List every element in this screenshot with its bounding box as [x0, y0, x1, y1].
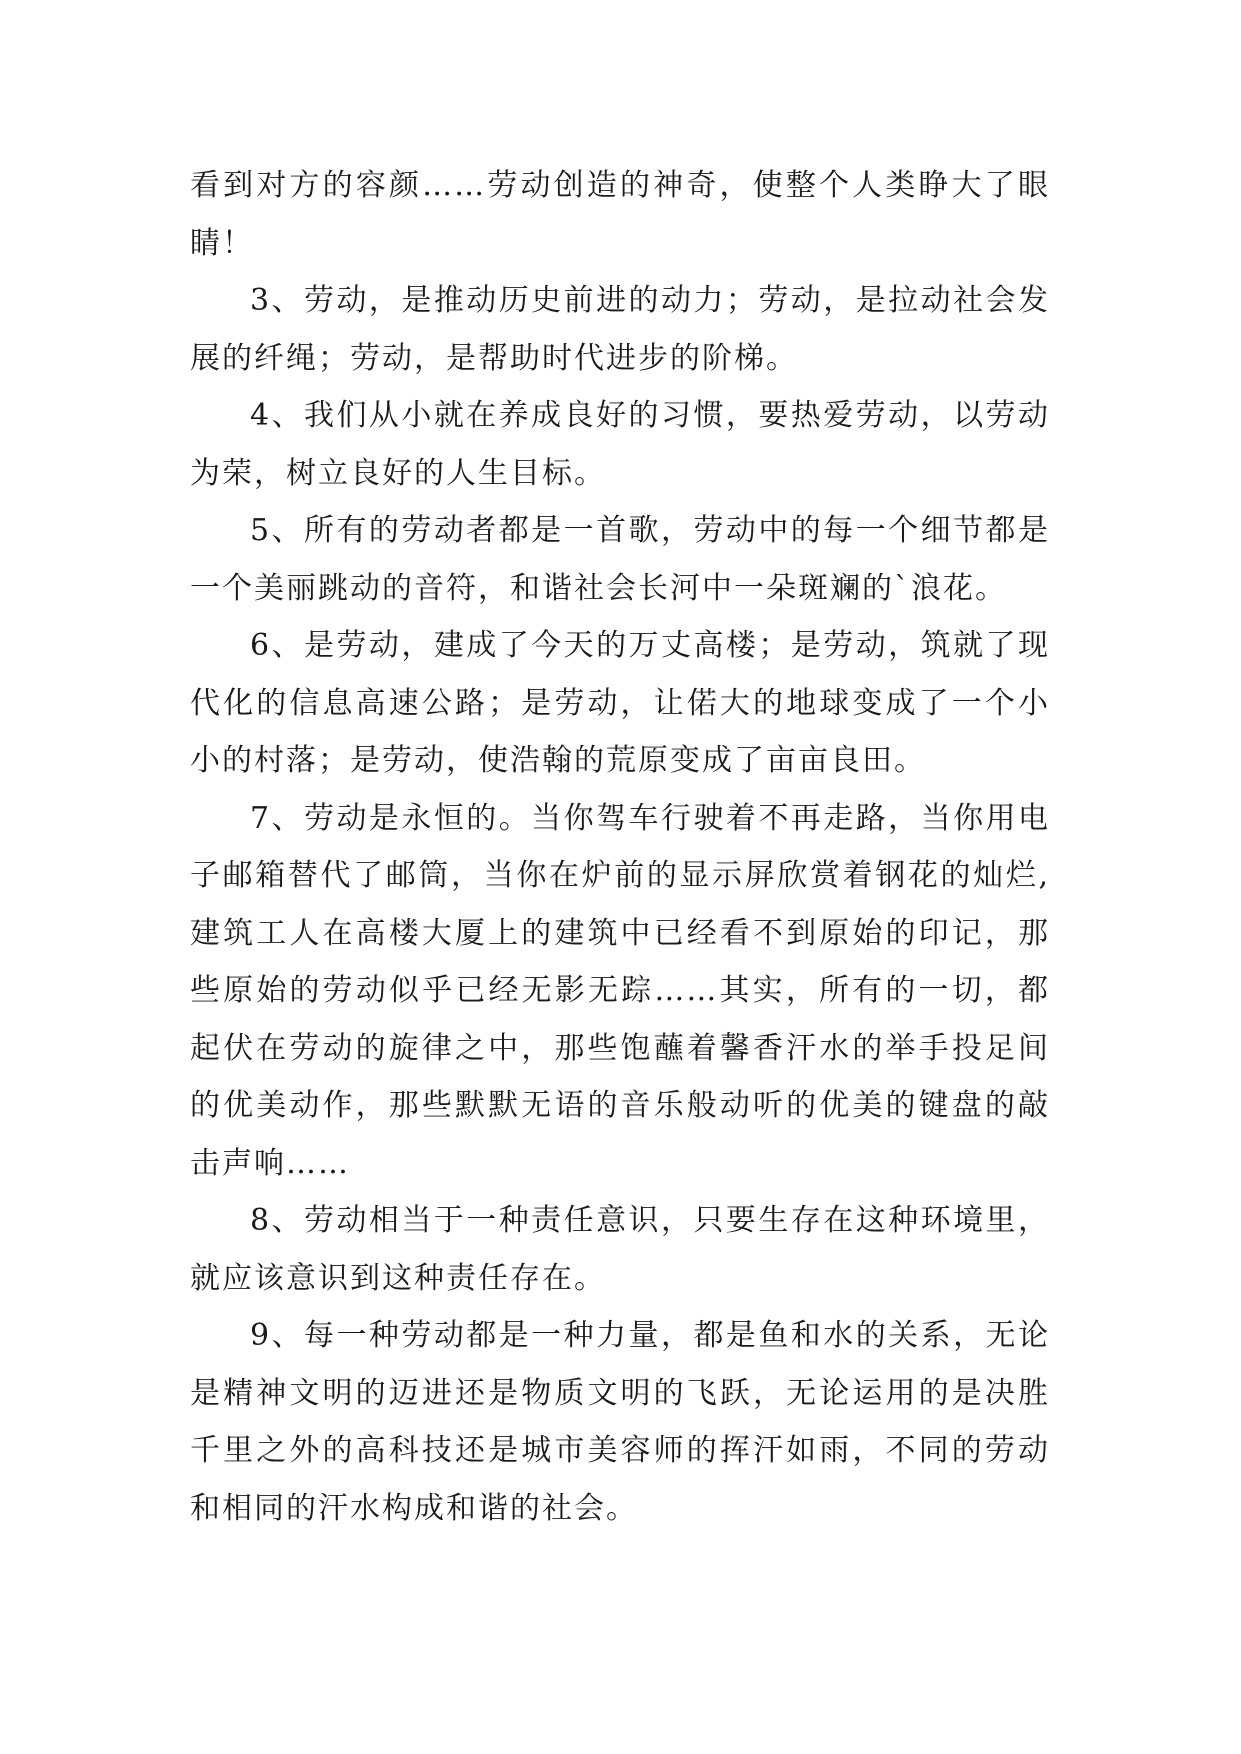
paragraph-item-6: 6、是劳动，建成了今天的万丈高楼；是劳动，筑就了现代化的信息高速公路；是劳动，让偌大的地球变成了一个小小的村落；是劳动，使浩翰的荒原变成了亩亩良田。	[190, 628, 1050, 778]
paragraph-item-4: 4、我们从小就在养成良好的习惯，要热爱劳动，以劳动为荣，树立良好的人生目标。	[190, 398, 1050, 491]
document-body	[190, 157, 1050, 1537]
paragraph-item-7: 7、劳动是永恒的。当你驾车行驶着不再走路，当你用电子邮箱替代了邮筒，当你在炉前的显示屏欣赏着钢花的灿烂,建筑工人在高楼大厦上的建筑中已经看不到原始的印记，那些原始的劳动似乎已经无影无踪……其实，所有的一切，都起伏在劳动的旋律之中，那些饱蘸着馨香汗水的举手投足间的优美动作，那些默默无语的音乐般动听的优美的键盘的敲击声响……	[190, 800, 1050, 1181]
paragraph-item-9: 9、每一种劳动都是一种力量，都是鱼和水的关系，无论是精神文明的迈进还是物质文明的飞跃，无论运用的是决胜千里之外的高科技还是城市美容师的挥汗如雨，不同的劳动和相同的汗水构成和谐的社会。	[190, 1318, 1050, 1526]
paragraph-item-5: 5、所有的劳动者都是一首歌，劳动中的每一个细节都是一个美丽跳动的音符，和谐社会长河中一朵斑斓的`浪花。	[190, 513, 1050, 606]
paragraph-item-3: 3、劳动，是推动历史前进的动力；劳动，是拉动社会发展的纤绳；劳动，是帮助时代进步的阶梯。	[190, 283, 1050, 376]
paragraph-item-8: 8、劳动相当于一种责任意识，只要生存在这种环境里，就应该意识到这种责任存在。	[190, 1203, 1050, 1296]
paragraph-continuation: 看到对方的容颜……劳动创造的神奇，使整个人类睁大了眼睛！	[190, 168, 1050, 261]
